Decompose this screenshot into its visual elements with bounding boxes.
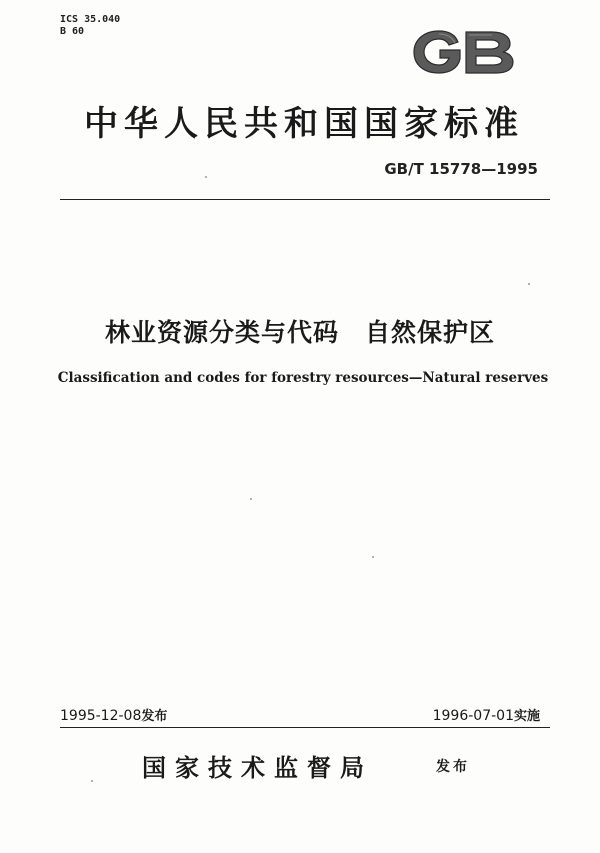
- scan-speck: [528, 283, 530, 285]
- issuer-action: 发布: [436, 759, 470, 775]
- scan-speck: [205, 176, 207, 178]
- ccs-code: B 60: [60, 26, 85, 37]
- implementation-date: [433, 705, 540, 724]
- standard-type-heading: 中华人民共和国国家标准: [84, 104, 524, 144]
- classification-codes: [60, 14, 120, 38]
- english-title: Classification and codes for forestry resources—Natural reserves: [57, 370, 549, 386]
- ics-code: ICS 35.040: [60, 14, 121, 25]
- top-divider: [60, 199, 550, 200]
- logo-letter-g: [414, 31, 460, 73]
- logo-letter-b: [466, 32, 513, 73]
- issue-date: [60, 705, 167, 724]
- gb-logo: [408, 28, 520, 76]
- chinese-title: [0, 313, 600, 349]
- bottom-divider: [60, 727, 550, 728]
- chinese-title-main: 林业资源分类与代码: [104, 318, 339, 347]
- scan-speck: [250, 498, 252, 500]
- implementation-date-value: 1996-07-01: [432, 708, 514, 724]
- standard-code: GB/T 15778—1995: [384, 160, 538, 178]
- implementation-date-label: 实施: [513, 709, 540, 724]
- issuing-authority: 国家技术监督局: [142, 753, 373, 782]
- chinese-title-sub: 自然保护区: [365, 318, 496, 347]
- issue-date-label: 发布: [141, 709, 168, 724]
- issue-date-value: 1995-12-08: [60, 708, 142, 724]
- scan-speck: [372, 556, 374, 558]
- scan-speck: [91, 780, 93, 782]
